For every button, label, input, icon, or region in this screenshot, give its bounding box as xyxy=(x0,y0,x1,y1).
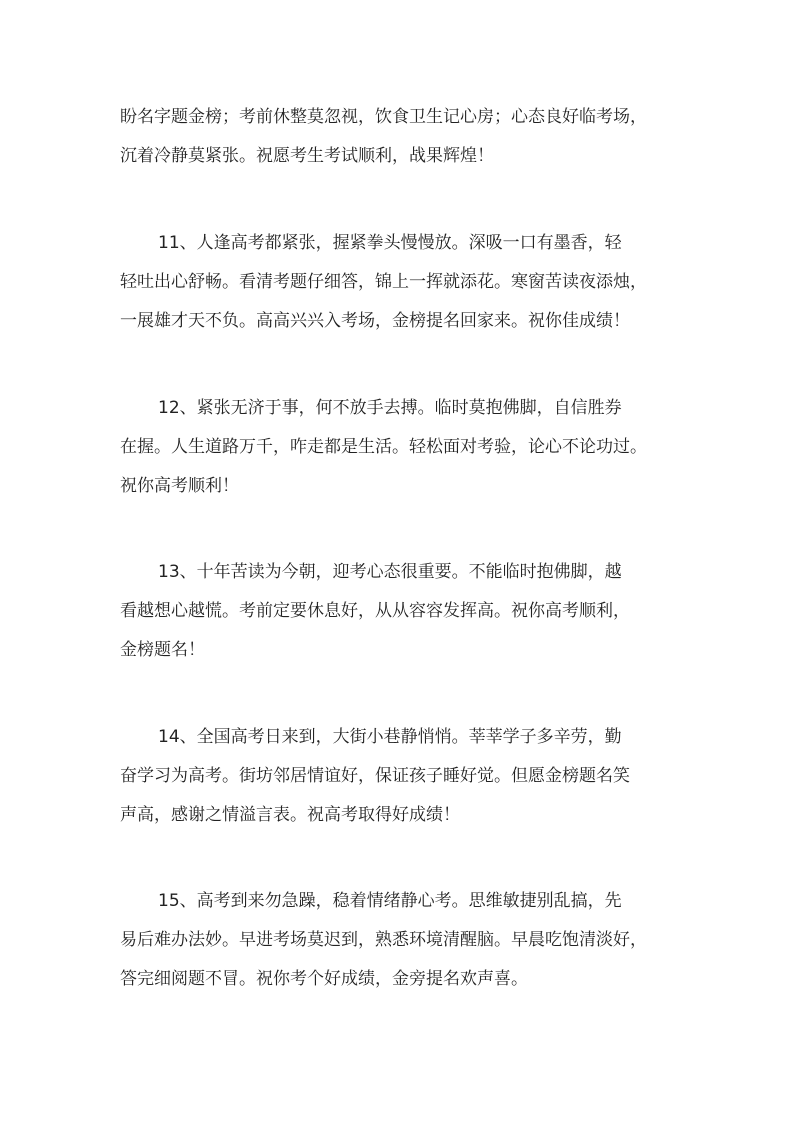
text-line: 轻吐出心舒畅。看清考题仔细答，锦上一挥就添花。寒窗苦读夜添烛， xyxy=(120,272,647,292)
paragraph-continuation xyxy=(120,98,680,176)
text-line: 祝你高考顺利！ xyxy=(120,476,239,496)
paragraph-14 xyxy=(120,718,680,835)
text-line: 14、全国高考日来到，大街小巷静悄悄。莘莘学子多辛劳，勤 xyxy=(158,727,622,747)
text-line: 13、十年苦读为今朝，迎考心态很重要。不能临时抱佛脚，越 xyxy=(158,562,622,582)
text-line: 看越想心越慌。考前定要休息好，从从容容发挥高。祝你高考顺利， xyxy=(120,601,630,621)
text-line: 一展雄才天不负。高高兴兴入考场，金榜提名回家来。祝你佳成绩！ xyxy=(120,311,630,331)
text-line: 沉着冷静莫紧张。祝愿考生考试顺利，战果辉煌！ xyxy=(120,146,494,166)
text-line: 12、紧张无济于事，何不放手去搏。临时莫抱佛脚，自信胜券 xyxy=(158,398,622,418)
text-line: 金榜题名！ xyxy=(120,640,205,660)
text-line: 声高，感谢之情溢言表。祝高考取得好成绩！ xyxy=(120,805,460,825)
text-line: 答完细阅题不冒。祝你考个好成绩，金旁提名欢声喜。 xyxy=(120,969,528,989)
text-line: 在握。人生道路万千，咋走都是生活。轻松面对考验，论心不论功过。 xyxy=(120,437,647,457)
paragraph-11 xyxy=(120,224,680,341)
paragraph-13 xyxy=(120,553,680,670)
text-line: 盼名字题金榜；考前休整莫忽视，饮食卫生记心房；心态良好临考场， xyxy=(120,107,647,127)
text-line: 易后难办法妙。早进考场莫迟到，熟悉环境清醒脑。早晨吃饱清淡好， xyxy=(120,930,647,950)
text-line: 奋学习为高考。街坊邻居情谊好，保证孩子睡好觉。但愿金榜题名笑 xyxy=(120,766,630,786)
text-line: 15、高考到来勿急躁，稳着情绪静心考。思维敏捷别乱搞，先 xyxy=(158,891,622,911)
paragraph-15 xyxy=(120,882,680,999)
paragraph-12 xyxy=(120,389,680,506)
text-line: 11、人逢高考都紧张，握紧拳头慢慢放。深吸一口有墨香，轻 xyxy=(158,233,622,253)
